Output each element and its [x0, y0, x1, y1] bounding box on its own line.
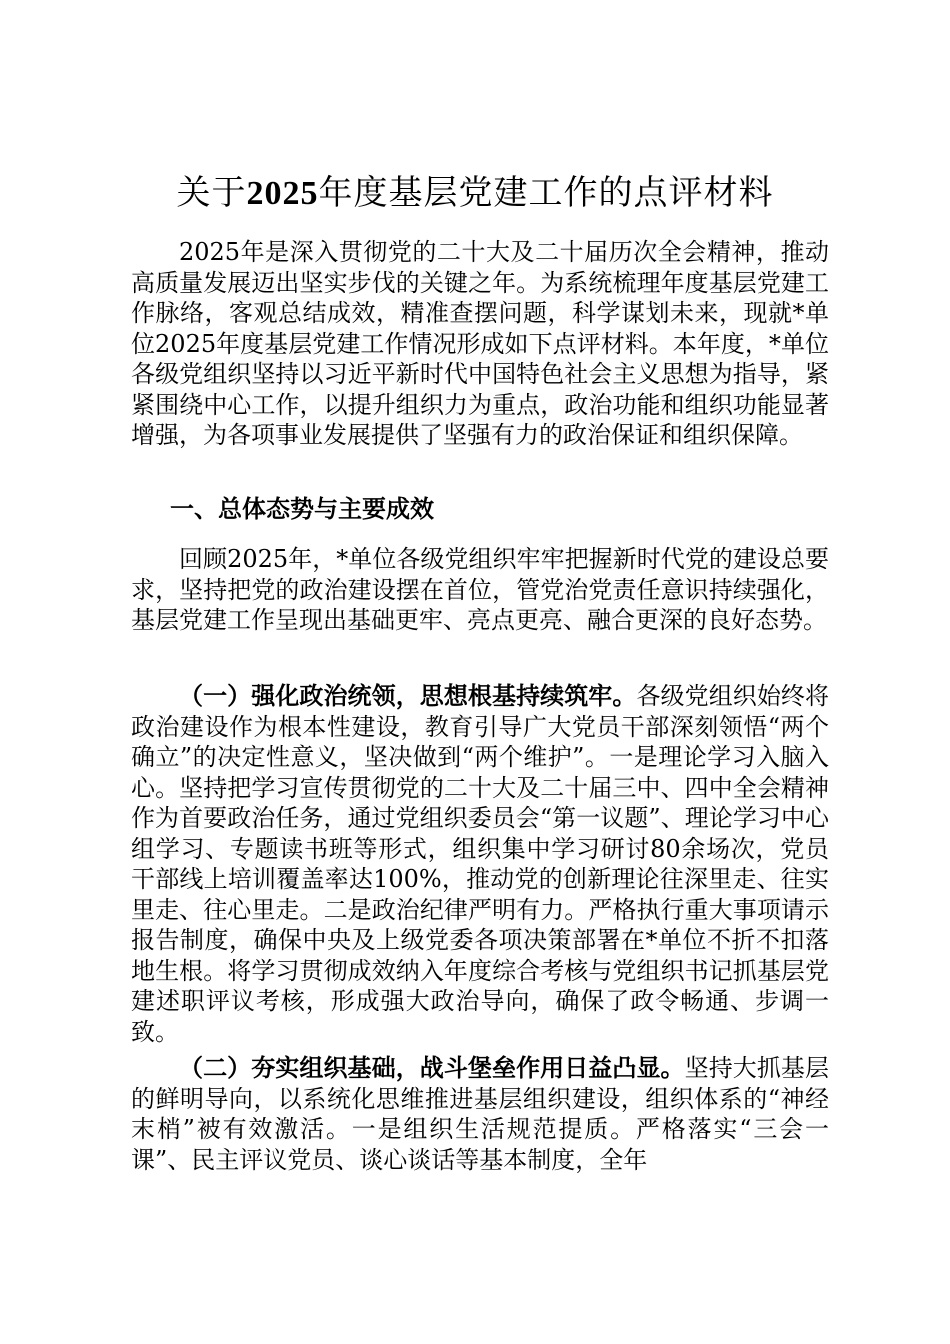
subsection-2-paragraph — [131, 1053, 829, 1175]
section-heading-1: 一、总体态势与主要成效 — [170, 495, 434, 523]
intro-paragraph: 2025年是深入贯彻党的二十大及二十届历次全会精神，推动高质量发展迈出坚实步伐的关键之年。为系统梳理年度基层党建工作脉络，客观总结成效，精准查摆问题，科学谋划未来，现就*单位2025年度基层党建工作情况形成如下点评材料。本年度，*单位各级党组织坚持以习近平新时代中国特色社会主义思想为指导，紧紧围绕中心工作，以提升组织力为重点，政治功能和组织功能显著增强，为各项事业发展提供了坚强有力的政治保证和组织保障。 — [131, 238, 829, 449]
subsection-1-paragraph — [131, 681, 829, 1047]
section1-intro-paragraph: 回顾2025年，*单位各级党组织牢牢把握新时代党的建设总要求，坚持把党的政治建设摆在首位，管党治党责任意识持续强化，基层党建工作呈现出基础更牢、亮点更亮、融合更深的良好态势。 — [131, 545, 829, 634]
title-suffix: 年度基层党建工作的点评材料 — [318, 173, 774, 213]
title-prefix: 关于 — [176, 173, 247, 213]
subsection-2-body: 坚持大抓基层的鲜明导向，以系统化思维推进基层组织建设，组织体系的“神经末梢”被有效激活。一是组织生活规范提质。严格落实“三会一课”、民主评议党员、谈心谈话等基本制度，全年 — [131, 1054, 830, 1174]
subsection-1-body: 各级党组织始终将政治建设作为根本性建设，教育引导广大党员干部深刻领悟“两个确立”的决定性意义，坚决做到“两个维护”。一是理论学习入脑入心。坚持把学习宣传贯彻党的二十大及二十届三中、四中全会精神作为首要政治任务，通过党组织委员会“第一议题”、理论学习中心组学习、专题读书班等形式，组织集中学习研讨80余场次，党员干部线上培训覆盖率达100%，推动党的创新理论往深里走、往实里走、往心里走。二是政治纪律严明有力。严格执行重大事项请示报告制度，确保中央及上级党委各项决策部署在*单位不折不扣落地生根。将学习贯彻成效纳入年度综合考核与党组织书记抓基层党建述职评议考核，形成强大政治导向，确保了政令畅通、步调一致。 — [131, 682, 830, 1046]
subsection-1-lead: （一）强化政治统领，思想根基持续筑牢。 — [179, 682, 637, 710]
subsection-2-lead: （二）夯实组织基础，战斗堡垒作用日益凸显。 — [179, 1054, 685, 1082]
title-year: 2025 — [246, 175, 319, 212]
document-title — [120, 170, 830, 217]
